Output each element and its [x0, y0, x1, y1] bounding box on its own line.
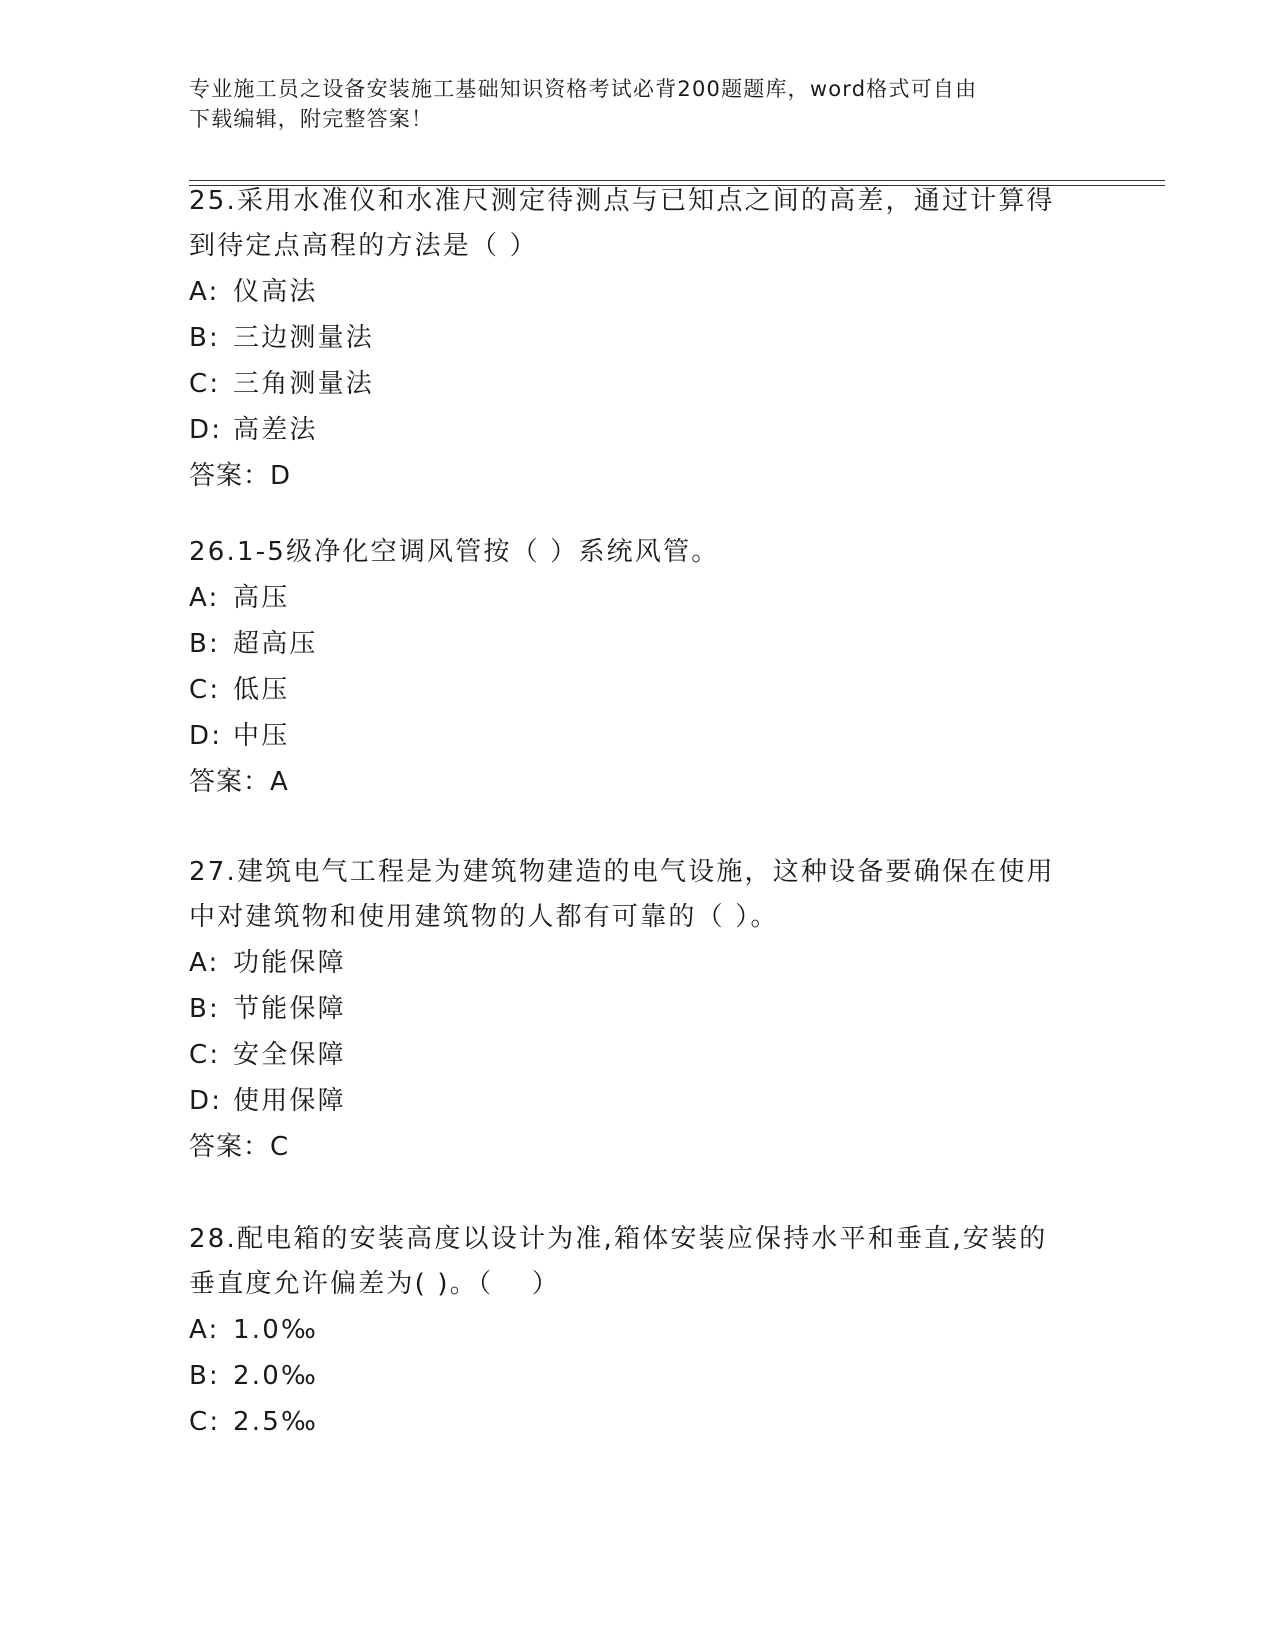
document-header	[189, 74, 1069, 134]
option-d	[189, 407, 1089, 453]
option-a	[189, 1307, 1089, 1353]
question-stem	[189, 530, 1089, 575]
option-b	[189, 1353, 1089, 1399]
answer-line	[189, 1124, 1089, 1170]
option-key: D:	[189, 415, 223, 445]
option-key: A:	[189, 948, 220, 978]
question-stem-line: 27.建筑电气工程是为建筑物建造的电气设施，这种设备要确保在使用	[189, 857, 1055, 887]
answer-label: 答案：	[189, 461, 271, 491]
option-a	[189, 269, 1089, 315]
question-stem-line: 28.配电箱的安装高度以设计为准,箱体安装应保持水平和垂直,安装的	[189, 1224, 1048, 1254]
question-27	[189, 850, 1089, 1170]
question-stem-line: 25.采用水准仪和水准尺测定待测点与已知点之间的高差，通过计算得	[189, 186, 1055, 216]
question-stem	[189, 1217, 1089, 1307]
option-key: C:	[189, 369, 221, 399]
option-text: 三边测量法	[233, 323, 375, 353]
option-c	[189, 1399, 1089, 1445]
answer-label: 答案：	[189, 767, 271, 797]
question-25	[189, 179, 1089, 499]
option-c	[189, 667, 1089, 713]
option-d	[189, 1078, 1089, 1124]
answer-line	[189, 759, 1089, 805]
question-stem-line: 垂直度允许偏差为( )。（ ）	[189, 1269, 561, 1299]
question-stem	[189, 179, 1089, 269]
option-text: 高压	[233, 583, 290, 613]
option-key: A:	[189, 1315, 220, 1345]
option-text: 安全保障	[233, 1040, 346, 1070]
option-c	[189, 1032, 1089, 1078]
question-stem-line: 到待定点高程的方法是（ ）	[189, 231, 538, 261]
option-b	[189, 986, 1089, 1032]
question-stem-line: 26.1-5级净化空调风管按（ ）系统风管。	[189, 537, 720, 567]
option-key: D:	[189, 721, 223, 751]
option-a	[189, 940, 1089, 986]
answer-value: C	[270, 1132, 290, 1162]
option-key: A:	[189, 277, 220, 307]
option-a	[189, 575, 1089, 621]
option-key: C:	[189, 1407, 221, 1437]
option-d	[189, 713, 1089, 759]
answer-label: 答案：	[189, 1132, 271, 1162]
option-text: 低压	[233, 675, 290, 705]
question-stem-line: 中对建筑物和使用建筑物的人都有可靠的（ ）。	[189, 902, 779, 932]
option-key: B:	[189, 1361, 220, 1391]
option-text: 中压	[233, 721, 290, 751]
option-text: 三角测量法	[233, 369, 375, 399]
header-line-2: 下载编辑，附完整答案！	[189, 107, 434, 131]
option-b	[189, 621, 1089, 667]
option-text: 仪高法	[233, 277, 318, 307]
option-text: 节能保障	[233, 994, 346, 1024]
option-text: 高差法	[233, 415, 318, 445]
option-key: C:	[189, 675, 221, 705]
option-text: 使用保障	[233, 1086, 346, 1116]
header-line-1: 专业施工员之设备安装施工基础知识资格考试必背200题题库，word格式可自由	[189, 77, 978, 101]
option-key: A:	[189, 583, 220, 613]
option-text: 1.0‰	[233, 1315, 319, 1345]
option-text: 2.0‰	[233, 1361, 319, 1391]
question-26	[189, 530, 1089, 805]
option-key: B:	[189, 994, 220, 1024]
answer-value: A	[270, 767, 289, 797]
question-stem	[189, 850, 1089, 940]
option-key: B:	[189, 629, 220, 659]
option-key: B:	[189, 323, 220, 353]
option-b	[189, 315, 1089, 361]
option-key: D:	[189, 1086, 223, 1116]
question-28	[189, 1217, 1089, 1445]
option-key: C:	[189, 1040, 221, 1070]
option-text: 超高压	[233, 629, 318, 659]
answer-line	[189, 453, 1089, 499]
answer-value: D	[270, 461, 292, 491]
option-c	[189, 361, 1089, 407]
option-text: 2.5‰	[233, 1407, 319, 1437]
option-text: 功能保障	[233, 948, 346, 978]
